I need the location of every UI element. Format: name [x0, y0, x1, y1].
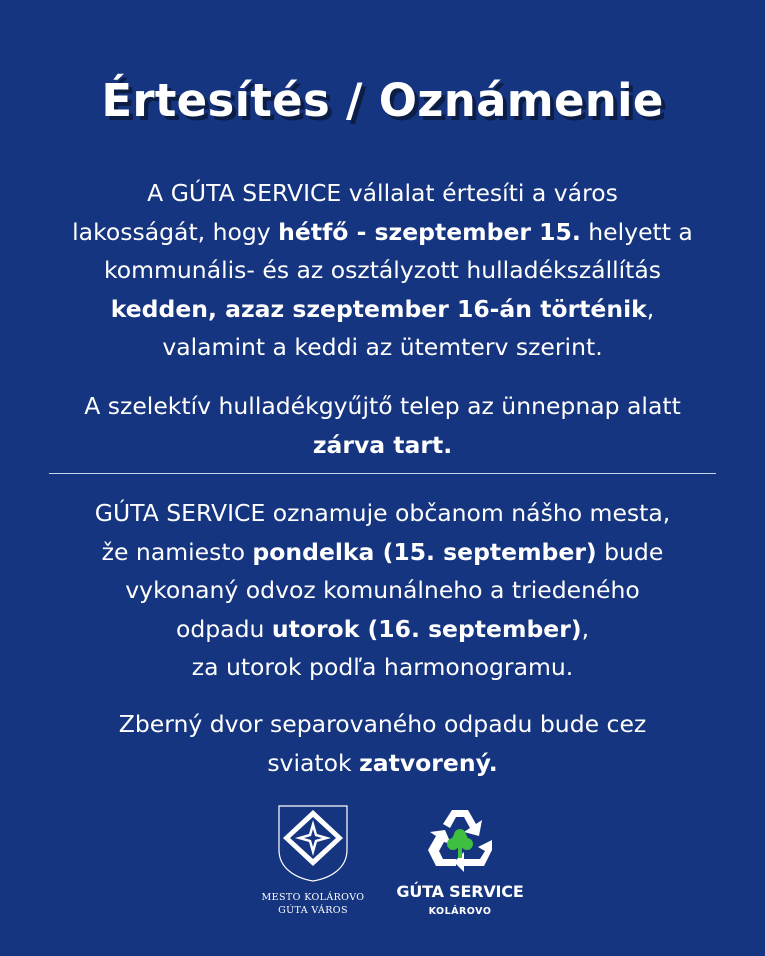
- hu-line-3: kommunális- és az osztályzott hulladékszállítás: [103, 256, 662, 284]
- sk-line-1: GÚTA SERVICE oznamuje občanom nášho mesta,: [94, 499, 671, 527]
- hu-line-4: kedden, azaz szeptember 16-án történik,: [110, 294, 655, 323]
- sk-closed-label: zatvorený.: [359, 748, 498, 777]
- company-name: GÚTA SERVICE: [396, 882, 524, 901]
- sk-line-5: za utorok podľa harmonogramu.: [191, 653, 574, 681]
- hu-line-5: valamint a keddi az ütemterv szerint.: [162, 333, 603, 361]
- hu-yard-line-1: A szelektív hulladékgyűjtő telep az ünnepnap alatt: [84, 392, 681, 420]
- recycle-tree-icon: [422, 806, 498, 876]
- sk-announcement: [20, 494, 745, 687]
- city-name-sk: MESTO KOLÁROVO: [261, 892, 365, 903]
- sk-date-new: utorok (16. september): [271, 614, 582, 643]
- sk-line-3: vykonaný odvoz komunálneho a triedeného: [125, 576, 640, 604]
- hu-line-1: A GÚTA SERVICE vállalat értesíti a város: [147, 179, 618, 207]
- city-logo: [253, 804, 373, 924]
- sk-line-2: že namiesto pondelka (15. september) bude: [101, 537, 664, 566]
- city-name-hu: GÚTA VÁROS: [278, 905, 348, 916]
- hu-line-2: lakosságát, hogy hétfő - szeptember 15. helyett a: [72, 217, 693, 246]
- sk-yard-line-1: Zberný dvor separovaného odpadu bude cez: [118, 710, 647, 738]
- guta-service-logo: [395, 806, 525, 926]
- city-coat-of-arms-icon: [275, 804, 351, 882]
- language-divider: [49, 473, 716, 474]
- page-title: Értesítés / Oznámenie: [101, 74, 664, 127]
- hu-closed-label: zárva tart.: [312, 430, 453, 459]
- hu-announcement: [20, 174, 745, 367]
- hu-collection-yard-notice: [20, 387, 745, 464]
- sk-collection-yard-notice: [20, 705, 745, 782]
- hu-date-old: hétfő - szeptember 15.: [278, 217, 581, 246]
- company-town: KOLÁROVO: [428, 906, 492, 917]
- hu-yard-line-2: [20, 426, 745, 465]
- sk-date-old: pondelka (15. september): [252, 537, 597, 566]
- hu-date-new: kedden, azaz szeptember 16-án történik: [110, 294, 647, 323]
- sk-yard-line-2: sviatok zatvorený.: [267, 748, 498, 777]
- sk-line-4: odpadu utorok (16. september),: [175, 614, 590, 643]
